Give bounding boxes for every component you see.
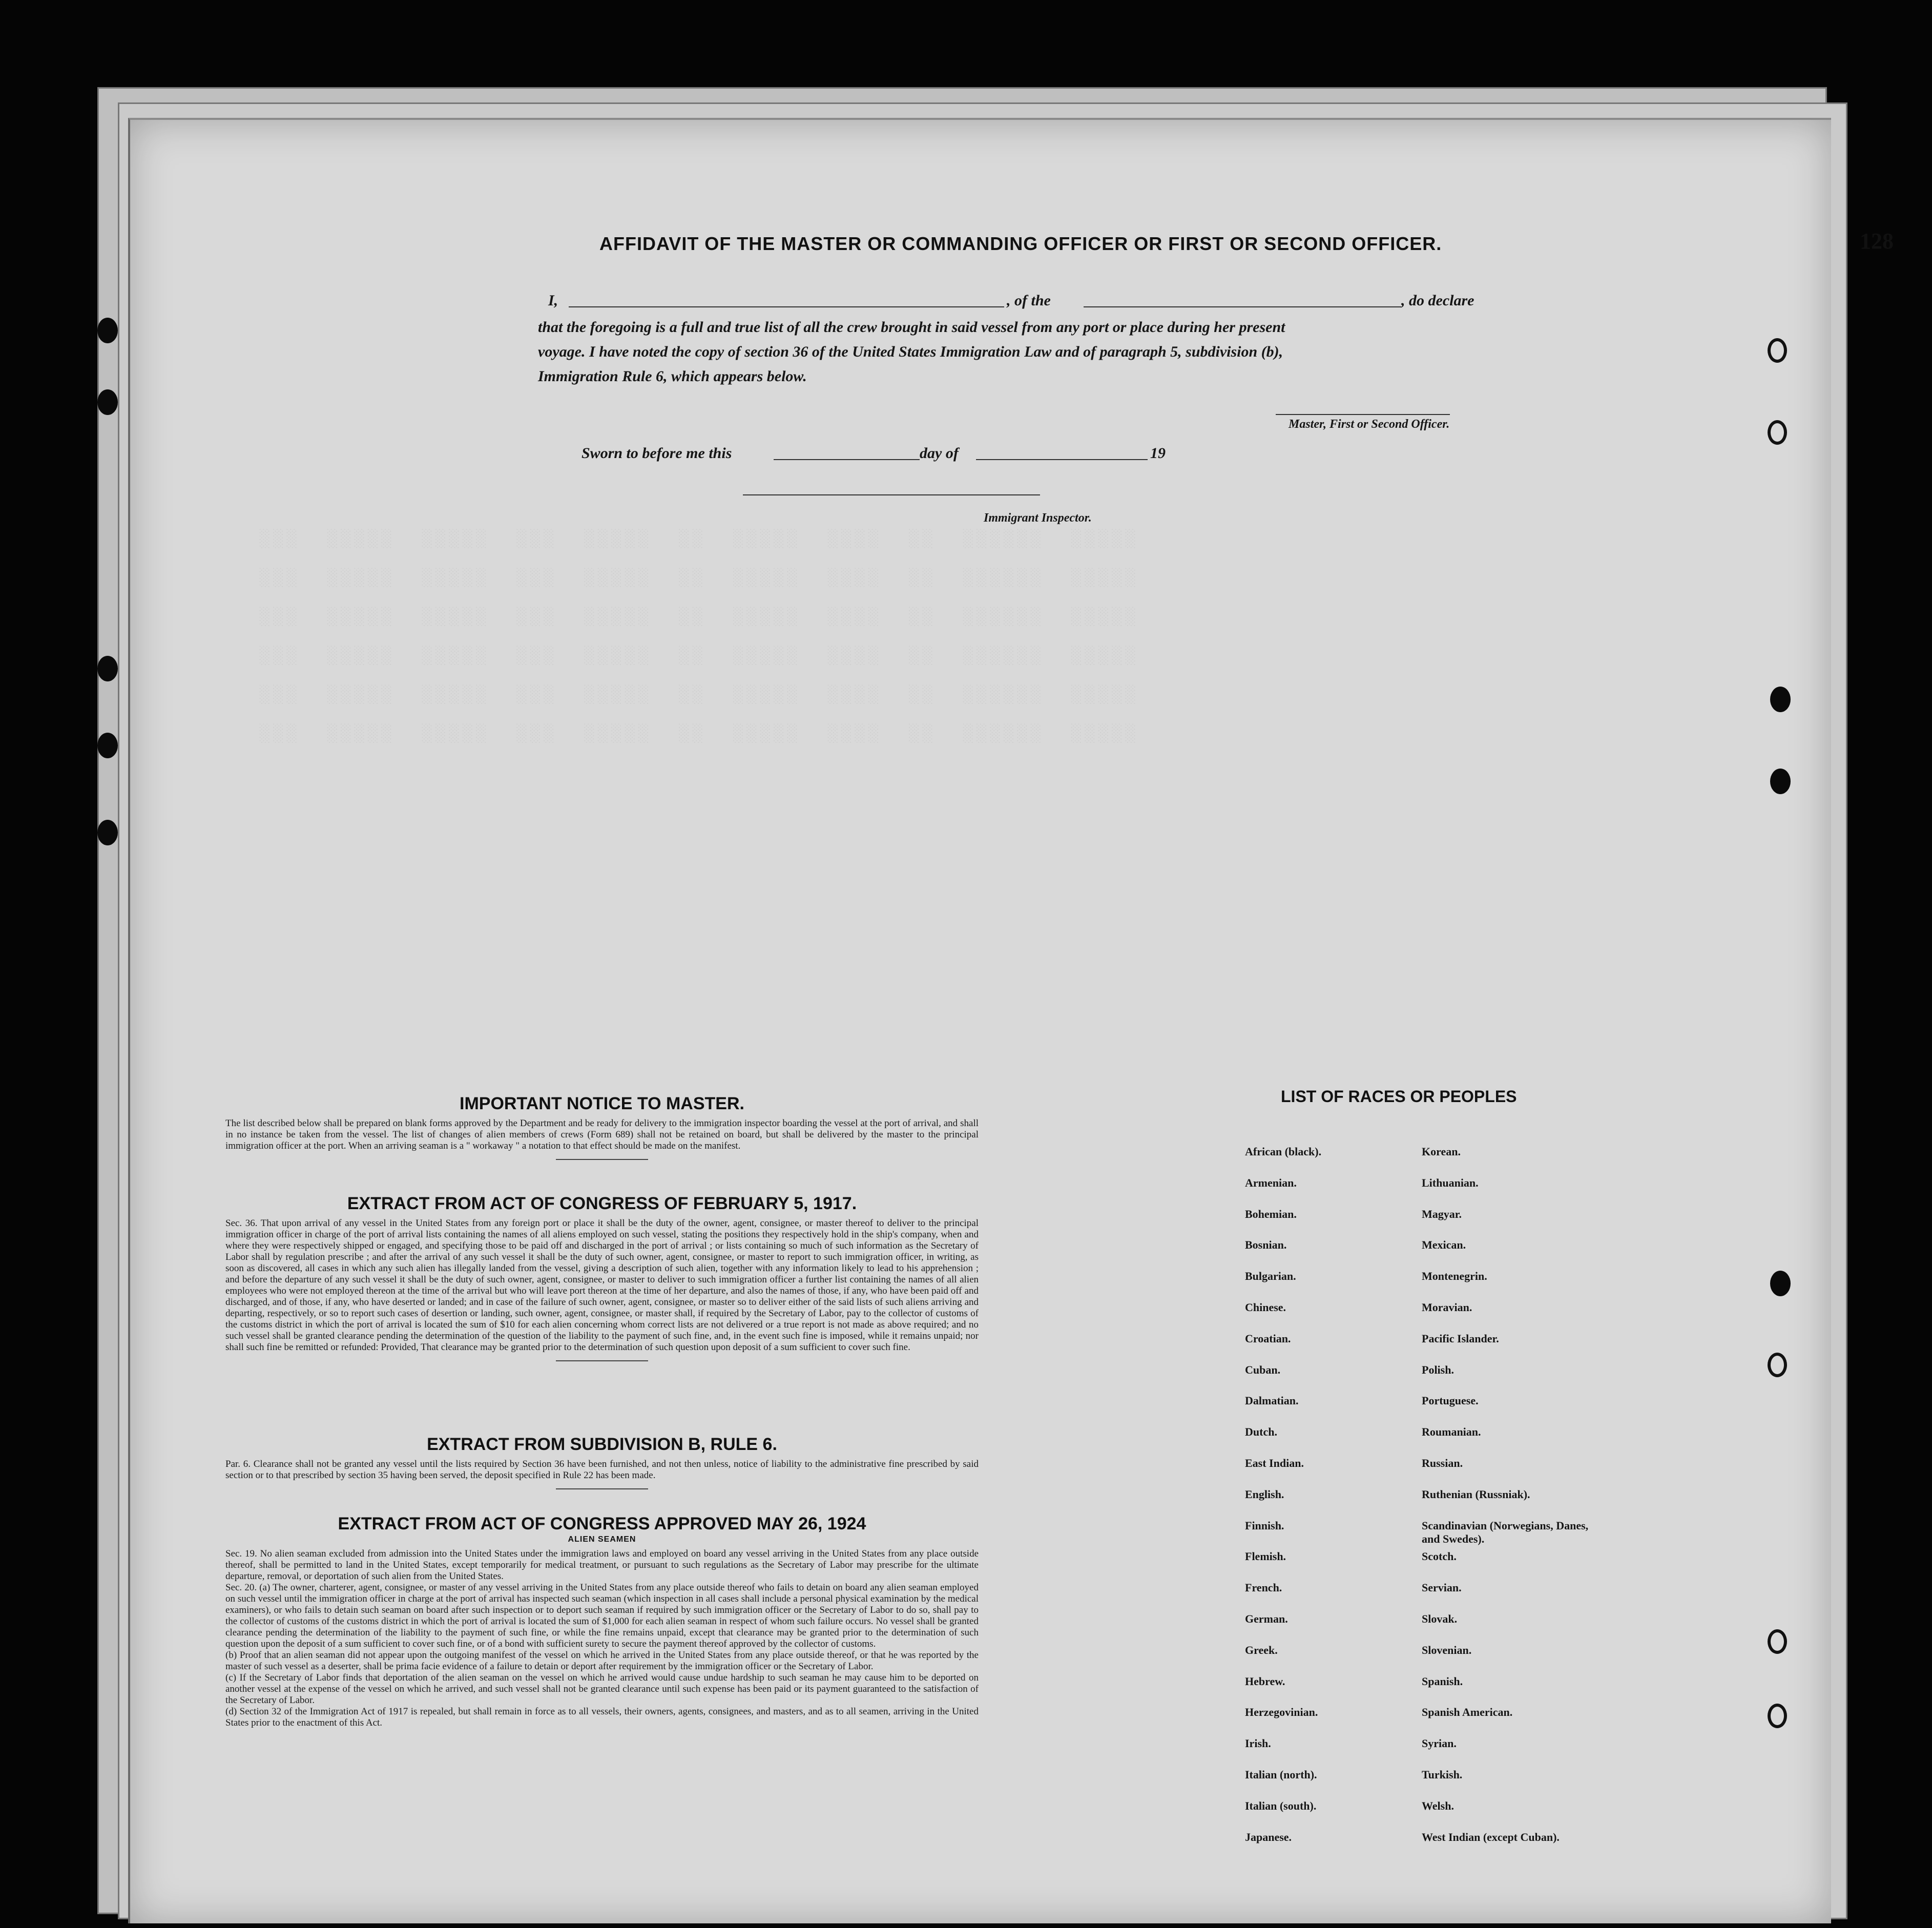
race-item: Dalmatian. (1245, 1394, 1299, 1407)
signature-blank (1276, 414, 1450, 415)
affidavit-of-the: , of the (1007, 292, 1051, 309)
race-item: Scotch. (1422, 1550, 1457, 1563)
binder-hole (97, 318, 118, 343)
paragraph: (b) Proof that an alien seaman did not appear upon the outgoing manifest of the vessel on which he arrived in the United States from any place outside thereof, or that he was reported by the master of such vessel as a deserter, shall be prima facie evidence of a failure to detain or deport after requirement by the immigration officer or the Secretary of Labor. (225, 1650, 979, 1672)
race-item: Portuguese. (1422, 1394, 1479, 1407)
binder-hole (1770, 1271, 1791, 1296)
divider (556, 1488, 648, 1489)
extract-rule-6-title: EXTRACT FROM SUBDIVISION B, RULE 6. (427, 1435, 777, 1454)
race-item: German. (1245, 1612, 1288, 1625)
signature-label: Master, First or Second Officer. (1289, 418, 1450, 431)
races-right-column (1422, 1145, 1596, 1861)
affidavit-line-2: that the foregoing is a full and true list of all the crew brought in said vessel from any port or place during her present (538, 319, 1285, 336)
race-item: Herzegovinian. (1245, 1706, 1318, 1719)
race-item: Japanese. (1245, 1830, 1292, 1843)
race-item: Italian (south). (1245, 1799, 1317, 1812)
extract-1917 (225, 1194, 979, 1369)
race-item: Flemish. (1245, 1550, 1286, 1563)
race-item: Greek. (1245, 1643, 1278, 1656)
inspector-label: Immigrant Inspector. (984, 511, 1092, 525)
binder-hole (1768, 420, 1787, 445)
sworn-year: 19 (1150, 445, 1166, 462)
race-item: Bulgarian. (1245, 1270, 1296, 1283)
paragraph: (d) Section 32 of the Immigration Act of 1917 is repealed, but shall remain in force as to all vessels, their owners, agents, consignees, and masters, and as to all seamen, arriving in the United States prior to the enactment of this Act. (225, 1706, 979, 1728)
race-item: Croatian. (1245, 1332, 1291, 1345)
race-item: Lithuanian. (1422, 1176, 1479, 1189)
binder-hole (97, 389, 118, 415)
affidavit-i: I, (548, 292, 558, 309)
race-item: Bosnian. (1245, 1238, 1287, 1252)
divider (556, 1159, 648, 1160)
race-item: Magyar. (1422, 1207, 1462, 1220)
extract-1924-subtitle: ALIEN SEAMEN (568, 1535, 636, 1544)
race-item: African (black). (1245, 1145, 1322, 1158)
race-item: East Indian. (1245, 1456, 1304, 1469)
race-item: Spanish. (1422, 1674, 1463, 1688)
binder-hole (97, 820, 118, 845)
race-item: Roumanian. (1422, 1425, 1481, 1439)
race-item: Cuban. (1245, 1363, 1281, 1376)
sworn-prefix: Sworn to before me this (581, 445, 732, 462)
binder-hole (1768, 1704, 1787, 1728)
race-item: Mexican. (1422, 1238, 1466, 1252)
race-item: Pacific Islander. (1422, 1332, 1499, 1345)
binder-hole (1768, 1353, 1787, 1377)
race-item: Scandinavian (Norwegians, Danes, and Swedes). (1422, 1519, 1589, 1545)
race-item: Ruthenian (Russniak). (1422, 1487, 1530, 1501)
paragraph: (c) If the Secretary of Labor finds that deportation of the alien seaman on the vessel on which he arrived would cause undue hardship to such seaman he may cause him to be deported on another vessel at the expense of the vessel on which he arrived, and such vessel shall not be granted clearance until such expense has been paid or its payment guaranteed to the satisfaction of the Secretary of Labor. (225, 1672, 979, 1706)
race-item: Russian. (1422, 1456, 1463, 1469)
paragraph: Sec. 20. (a) The owner, charterer, agent, consignee, or master of any vessel arriving in the United States from any place outside thereof who fails to detain on board any alien seaman employed on such vessel until the immigration officer in charge at the port of arrival has inspected such seaman (which inspection in all cases shall include a personal physical examination by the medical examiners), or who fails to detain such seaman on board after such inspection or to deport such seaman if required by such immigration officer or the Secretary of Labor to do so, shall pay to the collector of customs of the customs district in which the port of arrival is located the sum of $1,000 for each alien seaman in respect of whom such failure occurs. No vessel shall be granted clearance pending the determination of the liability to the payment of such fine, or while the fine remains unpaid, except that clearance may be granted prior to the determination of such question upon the deposit of a sum sufficient to cover such fine, or of a bond with sufficient surety to secure the payment thereof approved by the collector of customs. (225, 1582, 979, 1649)
affidavit-declare: , do declare (1401, 292, 1474, 309)
race-item: Slovak. (1422, 1612, 1458, 1625)
vessel-blank (1084, 306, 1401, 307)
race-item: Slovenian. (1422, 1643, 1472, 1656)
extract-rule-6-text: Par. 6. Clearance shall not be granted any vessel until the lists required by Section 36 have been furnished, and not then unless, notice of liability to the administrative fine prescribed by said section or to that prescribed by section 35 having been served, the deposit specified in Rule 22 has been made. (225, 1459, 979, 1481)
race-item: Italian (north). (1245, 1768, 1317, 1781)
race-item: Dutch. (1245, 1425, 1277, 1439)
race-item: Syrian. (1422, 1737, 1457, 1750)
race-item: Finnish. (1245, 1519, 1284, 1532)
races-left-column (1245, 1145, 1321, 1861)
affidavit-title: AFFIDAVIT OF THE MASTER OR COMMANDING OFFICER OR FIRST OR SECOND OFFICER. (599, 233, 1442, 254)
race-item: Bohemian. (1245, 1207, 1297, 1220)
binder-hole (1768, 1629, 1787, 1654)
extract-rule-6 (225, 1435, 979, 1497)
extract-1917-text: Sec. 36. That upon arrival of any vessel in the United States from any foreign port or place it shall be the duty of the owner, agent, consignee, or master thereof to deliver to the principal immigration officer in charge of the port of arrival lists containing the names of all aliens employed on such vessel, stating the positions they respectively hold in the ship's company, when and where they were respectively shipped or engaged, and specifying those to be paid off and discharged in the port of arrival ; or lists containing so much of such information as the Secretary of Labor shall by regulation prescribe ; and after the arrival of any such vessel it shall be the duty of such owner, agent, consignee, or master to report to such immigration officer, in writing, as soon as discovered, all cases in which any such alien has illegally landed from the vessel, giving a description of such alien, together with any information likely to lead to his apprehension ; and before the departure of any such vessel it shall be the duty of such owner, agent, consignee, or master to deliver to such immigration officer a further list containing the names of all alien employees who were not employed thereon at the time of the arrival but who will leave port thereon at the time of her departure, and also the names of those, if any, who have been paid off and discharged, and of those, if any, who have deserted or landed; and in case of the failure of such owner, agent, consignee, or master so to deliver either of the said lists of such aliens arriving and departing, respectively, or so to report such cases of desertion or landing, such owner, agent, consignee, or master shall, if required by the Secretary of Labor, pay to the collector of customs of the customs district in which the port of arrival is located the sum of $10 for each alien concerning whom correct lists are not delivered or a true report is not made as above required; and no such vessel shall be granted clearance pending the determination of the question of the liability to the payment of such fine, and, in the event such fine is imposed, while it remains unpaid; nor shall such fine be remitted or refunded: Provided, That clearance may be granted prior to the determination of such question upon deposit of a sum sufficient to cover such fine. (225, 1218, 979, 1353)
important-notice-title: IMPORTANT NOTICE TO MASTER. (460, 1094, 744, 1113)
extract-1924 (225, 1514, 979, 1729)
bleed-through-rows: ░░░ ░░░░░ ░░░░░ ░░░ ░░░░░ ░░ ░░░░░ ░░░░ ░░ ░░░░░░ ░░░░░ ░░░ ░░░░░ ░░░░░ ░░░ ░░░░░ ░░ ░░░░░ ░░░░ ░░ ░░░░░░ ░░░░░ ░░░ ░░░░░ ░░░░░ ░░░ ░░░░░ ░░ ░░░░░ ░░░░ ░░ ░░░░░░ ░░░░░ ░░░ ░░░░░ ░░░░░ ░░░ ░░░░░ ░░ ░░░░░ ░░░░ ░░ ░░░░░░ ░░░░░ ░░░ ░░░░░ ░░░░░ ░░░ ░░░░░ ░░ ░░░░░ ░░░░ ░░ ░░░░░░ ░░░░░ ░░░ ░░░░░ ░░░░░ ░░░ ░░░░░ ░░ ░░░░░ ░░░░ ░░ ░░░░░░ ░░░░░ (259, 530, 1139, 744)
binder-hole (1770, 687, 1791, 712)
race-item: Hebrew. (1245, 1674, 1285, 1688)
race-item: Servian. (1422, 1581, 1462, 1594)
race-item: Turkish. (1422, 1768, 1463, 1781)
page-number: 128 (1860, 229, 1894, 254)
binder-hole (97, 733, 118, 758)
inspector-blank (743, 494, 1040, 495)
sworn-day-of: day of (920, 445, 959, 462)
races-title: LIST OF RACES OR PEOPLES (1281, 1087, 1517, 1106)
race-item: English. (1245, 1487, 1284, 1501)
affidavit-line-3: voyage. I have noted the copy of section 36 of the United States Immigration Law and of paragraph 5, subdivision (b), (538, 343, 1283, 360)
extract-1924-text (225, 1548, 979, 1729)
race-item: Armenian. (1245, 1176, 1297, 1189)
paragraph: Sec. 19. No alien seaman excluded from admission into the United States under the immigration laws and employed on board any vessel arriving in the United States from any place outside thereof, shall be permitted to land in the United States, except temporarily for medical treatment, or pursuant to such regulations as the Secretary of Labor may prescribe for the ultimate departure, removal, or deportation of such alien from the United States. (225, 1548, 979, 1582)
binder-hole (1770, 769, 1791, 794)
sworn-month-blank (976, 459, 1148, 460)
race-item: Spanish American. (1422, 1706, 1513, 1719)
race-item: Moravian. (1422, 1300, 1472, 1314)
extract-1917-title: EXTRACT FROM ACT OF CONGRESS OF FEBRUARY 5, 1917. (347, 1194, 857, 1213)
affidavit-line-4: Immigration Rule 6, which appears below. (538, 368, 807, 385)
sworn-day-blank (774, 459, 920, 460)
divider (556, 1360, 648, 1361)
important-notice-text: The list described below shall be prepared on blank forms approved by the Department and be ready for delivery to the immigration inspector boarding the vessel at the port of arrival, and shall in no instance be taken from the vessel. The list of changes of alien members of crews (Form 689) shall not be retained on board, but shall be delivered by the master to the principal immigration officer at the port. When an arriving seaman is a " workaway " a notation to that effect should be made on the manifest. (225, 1118, 979, 1151)
extract-1924-title: EXTRACT FROM ACT OF CONGRESS APPROVED MAY 26, 1924 (338, 1514, 866, 1533)
race-item: Montenegrin. (1422, 1270, 1487, 1283)
race-item: Welsh. (1422, 1799, 1454, 1812)
race-item: Irish. (1245, 1737, 1271, 1750)
name-blank (569, 306, 1004, 307)
race-item: Polish. (1422, 1363, 1454, 1376)
binder-hole (97, 656, 118, 681)
important-notice (225, 1094, 979, 1167)
race-item: French. (1245, 1581, 1282, 1594)
race-item: Korean. (1422, 1145, 1461, 1158)
race-item: West Indian (except Cuban). (1422, 1830, 1560, 1843)
race-item: Chinese. (1245, 1300, 1286, 1314)
binder-hole (1768, 338, 1787, 363)
